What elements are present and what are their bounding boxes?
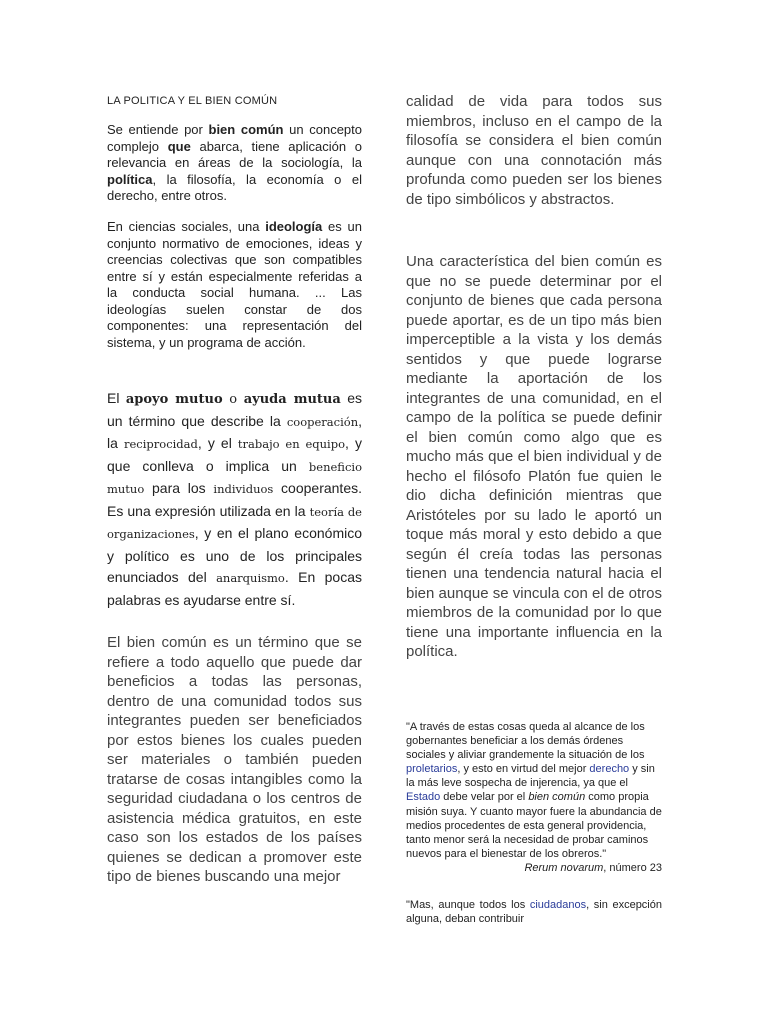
text-run: o [222, 392, 244, 407]
text-run: debe velar por el [440, 791, 529, 804]
citation-number: , número 23 [603, 861, 662, 874]
text-run: como propia misión suya. Y cuanto mayor fuere la abundancia de medios procedentes de esta general providencia, tanto menor será la necesidad de probar caminos nuevos para el bienestar de los obreros." [406, 791, 662, 860]
text-run: "A través de estas cosas queda al alcance de los gobernantes beneficiar a los demás órdenes sociales y aliviar grandemente la situación de los [406, 721, 645, 762]
text-run: un concepto complejo [107, 122, 362, 154]
text-run: . En pocas palabras es ayudarse entre sí. [107, 569, 362, 608]
text-run: , la filosofía, la economía o el derecho, entre otros. [107, 171, 362, 203]
citation-title: Rerum novarum [524, 861, 604, 874]
text-run: En ciencias sociales, una [107, 219, 266, 234]
term-teoria-de-organizaciones: teoría de organizaciones [107, 504, 362, 541]
paragraph-caracteristica: Una característica del bien común es que no se puede determinar por el conjunto de bienes que cada persona puede aportar, es de un tipo más bien imperceptible a la vista y los demás sentidos y que puede lograrse mediante la aportación de los integrantes de una comunidad, en el campo de la política se puede definir el bien común como algo que es mucho más que el bien individual y de hecho el filósofo Platón fue quien le dio dicha definición mientras que Aristóteles por su lado le aportó un toque más moral y esto debido a que según él creía todas las personas tienen una tendencia natural hacia el bien aunque se vincula con el de otros miembros de la comunidad por lo que tiene una importante influencia en la política. [406, 253, 663, 660]
bold-term-que: que [167, 138, 191, 154]
term-anarquismo: anarquismo [216, 571, 285, 585]
text-run: , y el [197, 435, 238, 451]
text-run: , y que conlleva o implica un [107, 435, 362, 474]
term-apoyo-mutuo: apoyo mutuo [125, 392, 223, 407]
term-beneficio-mutuo: beneficio mutuo [107, 459, 362, 496]
text-run: , y esto en virtud del mejor [457, 763, 590, 776]
text-run: y sin la más leve sospecha de injerencia, ya que el [406, 763, 655, 790]
quote-text [406, 720, 662, 861]
paragraph-calidad-de-vida: calidad de vida para todos sus miembros, incluso en el campo de la filosofía se considera el bien común aunque con una connotación más profunda como pueden ser los bienes de tipo simbólicos y abstractos. [406, 93, 662, 208]
text-run: abarca, tiene aplicación o relevancia en áreas de la sociología, la [107, 138, 363, 170]
bold-term-bien-comun: bien común [208, 122, 284, 137]
text-run: cooperantes. Es una expresión utilizada en la [107, 480, 362, 519]
term-individuos: individuos [213, 482, 274, 496]
text-run: para los [144, 480, 214, 496]
text-run: "Mas, aunque todos los [406, 899, 530, 911]
paragraph-apoyo-mutuo [107, 388, 362, 611]
quote-ciudadanos [406, 898, 662, 926]
term-cooperacion: cooperación [286, 414, 359, 429]
document-title: LA POLITICA Y EL BIEN COMÚN [107, 95, 278, 107]
quote-citation [406, 861, 662, 875]
link-derecho[interactable]: derecho [589, 763, 630, 776]
term-reciprocidad: reciprocidad [123, 437, 198, 451]
paragraph-bien-comun-definition [107, 122, 362, 205]
paragraph-bien-comun-termino: El bien común es un término que se refiere a todo aquello que puede dar beneficios a todas las personas, dentro de una comunidad todos sus integrantes pueden ser beneficiados por estos bienes los cuales pueden ser materiales o también pueden tratarse de cosas intangibles como la seguridad ciudadana o los centros de asistencia médica gratuitos, en este caso son los estados de los países quienes se dedican a promover este tipo de bienes buscando una mejor [107, 634, 362, 885]
text-run: , la [107, 412, 362, 451]
text-run: Se entiende por [107, 122, 209, 137]
paragraph-ideologia [107, 219, 362, 351]
term-trabajo-en-equipo: trabajo en equipo [237, 437, 346, 451]
term-ayuda-mutua: ayuda mutua [243, 392, 341, 407]
link-estado[interactable]: Estado [406, 791, 441, 804]
text-run: El [107, 390, 126, 406]
italic-bien-comun: bien común [528, 791, 586, 804]
text-run: , sin excepción alguna, deban contribuir [406, 899, 662, 926]
link-proletarios[interactable]: proletarios [406, 763, 458, 776]
text-run: , y en el plano económico y político es uno de los principales enunciados del [107, 525, 362, 585]
text-run: es un término que describe la [107, 390, 362, 429]
bold-term-ideologia: ideología [265, 219, 323, 234]
quote-rerum-novarum [406, 720, 662, 875]
text-run: es un conjunto normativo de emociones, ideas y creencias colectivas que son compatibles entre sí y están especialmente referidas a la conducta social humana. ... Las ideologías suelen constar de dos componentes: una representación del sistema, y un programa de acción. [107, 219, 362, 350]
bold-term-politica: política [107, 171, 153, 187]
link-ciudadanos[interactable]: ciudadanos [529, 899, 587, 911]
